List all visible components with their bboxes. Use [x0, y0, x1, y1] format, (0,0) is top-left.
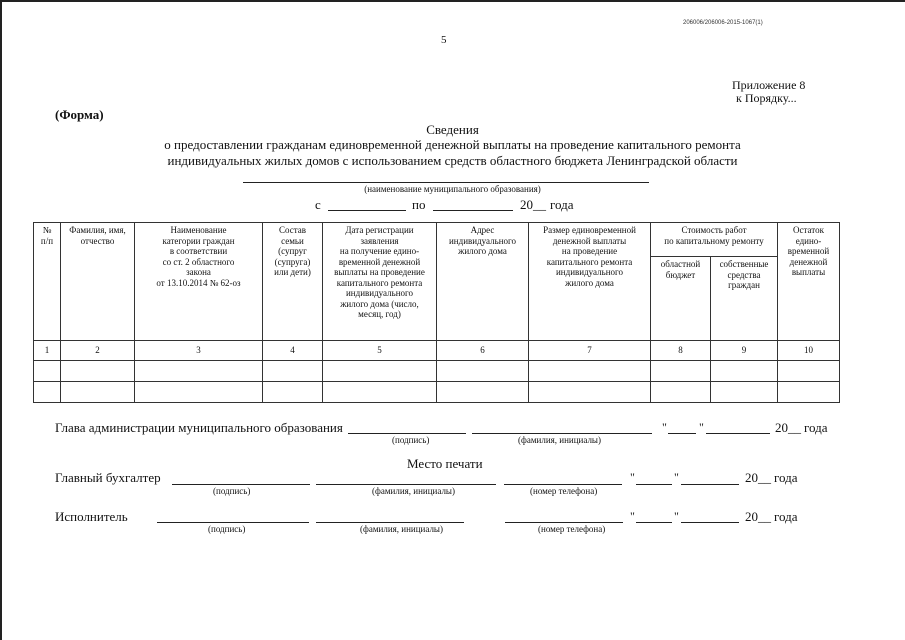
header-cell-text: Размер единовременной денежной выплаты на проведение капитального ремонта индивидуального жилого дома	[543, 225, 636, 288]
stamp-label: Место печати	[407, 456, 483, 471]
document-id: 206006/206006-2015-1067(1)	[683, 20, 763, 26]
accountant-phone-caption: (номер телефона)	[530, 486, 598, 496]
column-number: 8	[651, 341, 711, 361]
municipality-caption: (наименование муниципального образования)	[364, 184, 541, 194]
column-number: 6	[437, 341, 529, 361]
head-date-quote-open: "	[662, 420, 667, 434]
executor-signature-line	[157, 522, 309, 523]
period-year: 20__	[520, 197, 546, 212]
executor-label: Исполнитель	[55, 509, 128, 524]
subheader-cell-regional-budget	[651, 257, 711, 341]
head-date-quote-close: "	[699, 420, 704, 434]
header-cell-text: Наименование категории граждан в соответствии со ст. 2 областного закона от 13.10.2014 № 62-оз	[156, 225, 241, 288]
header-cell-text: Дата регистрации заявления на получение едино- временной денежной выплаты на проведение капитального ремонта индивидуального жилого дома (число, месяц, год)	[334, 225, 425, 319]
title-line-2: о предоставлении гражданам единовременной денежной выплаты на проведение капитального ремонта	[164, 137, 741, 152]
table-row	[34, 361, 840, 382]
table-cell	[34, 361, 61, 382]
payments-table	[33, 222, 840, 403]
column-number: 7	[529, 341, 651, 361]
accountant-date-quote-open: "	[630, 470, 635, 484]
period-year-word: года	[550, 197, 574, 212]
accountant-label: Главный бухгалтер	[55, 470, 161, 485]
executor-phone-line	[505, 522, 623, 523]
accountant-signature-line	[172, 484, 310, 485]
accountant-date-year-word: года	[774, 470, 798, 485]
executor-date-year-word: года	[774, 509, 798, 524]
header-cell-text: Адрес индивидуального жилого дома	[448, 225, 516, 256]
header-cell-payment-size	[529, 223, 651, 341]
form-label: (Форма)	[55, 107, 104, 122]
table-cell	[135, 361, 263, 382]
header-cell-name	[61, 223, 135, 341]
head-signature-caption: (подпись)	[392, 435, 430, 445]
header-cell-text: Фамилия, имя, отчество	[69, 225, 126, 246]
table-cell	[437, 361, 529, 382]
table-cell	[263, 361, 323, 382]
executor-date-day-line	[636, 522, 672, 523]
column-number: 3	[135, 341, 263, 361]
head-signature-line	[348, 433, 466, 434]
head-date-year: 20__	[775, 420, 801, 435]
column-number: 4	[263, 341, 323, 361]
accountant-date-quote-close: "	[674, 470, 679, 484]
column-number: 5	[323, 341, 437, 361]
table-header-row	[34, 223, 840, 257]
header-cell-registration-date	[323, 223, 437, 341]
municipality-line	[243, 182, 649, 183]
header-cell-remainder	[778, 223, 840, 341]
header-cell-text: Остаток едино- временной денежной выплаты	[787, 225, 830, 277]
table-cell	[711, 361, 778, 382]
period-from-label: с	[315, 197, 321, 212]
executor-phone-caption: (номер телефона)	[538, 524, 606, 534]
subheader-cell-text: областной бюджет	[660, 259, 701, 280]
accountant-date-year: 20__	[745, 470, 771, 485]
head-date-day-line	[668, 433, 696, 434]
table-cell	[323, 361, 437, 382]
executor-date-quote-open: "	[630, 509, 635, 523]
header-cell-address	[437, 223, 529, 341]
subheader-cell-text: собственные средства граждан	[719, 259, 769, 290]
accountant-name-caption: (фамилия, инициалы)	[372, 486, 455, 496]
accountant-date-day-line	[636, 484, 672, 485]
header-cell-number	[34, 223, 61, 341]
title-line-1: Сведения	[426, 122, 479, 137]
table-cell	[778, 382, 840, 403]
header-cell-text: Состав семьи (супруг (супруга) или дети)	[274, 225, 311, 277]
head-label: Глава администрации муниципального образования	[55, 420, 343, 435]
table-cell	[529, 382, 651, 403]
accountant-signature-caption: (подпись)	[213, 486, 251, 496]
head-date-month-line	[706, 433, 770, 434]
table-row	[34, 382, 840, 403]
executor-date-quote-close: "	[674, 509, 679, 523]
table-cell	[778, 361, 840, 382]
period-to-line	[433, 210, 513, 211]
column-number: 10	[778, 341, 840, 361]
table-cell	[263, 382, 323, 403]
header-cell-text: Стоимость работ по капитальному ремонту	[664, 225, 764, 246]
header-cell-category	[135, 223, 263, 341]
head-name-line	[472, 433, 652, 434]
table-cell	[61, 361, 135, 382]
table-cell	[437, 382, 529, 403]
appendix-line-1: Приложение 8	[732, 78, 806, 92]
scan-left-edge	[0, 0, 2, 640]
executor-date-year: 20__	[745, 509, 771, 524]
head-name-caption: (фамилия, инициалы)	[518, 435, 601, 445]
subheader-cell-own-funds	[711, 257, 778, 341]
header-cell-family	[263, 223, 323, 341]
accountant-phone-line	[504, 484, 622, 485]
table-cell	[529, 361, 651, 382]
appendix-line-2: к Порядку...	[736, 91, 797, 105]
table-cell	[61, 382, 135, 403]
column-number: 2	[61, 341, 135, 361]
table-cell	[711, 382, 778, 403]
period-from-line	[328, 210, 406, 211]
period-to-label: по	[412, 197, 426, 212]
executor-name-line	[316, 522, 464, 523]
table-cell	[651, 382, 711, 403]
column-number: 9	[711, 341, 778, 361]
executor-signature-caption: (подпись)	[208, 524, 246, 534]
table-cell	[323, 382, 437, 403]
table-cell	[651, 361, 711, 382]
header-cell-repair-cost	[651, 223, 778, 257]
accountant-date-month-line	[681, 484, 739, 485]
header-cell-text: № п/п	[40, 225, 54, 246]
table-cell	[34, 382, 61, 403]
accountant-name-line	[316, 484, 496, 485]
executor-date-month-line	[681, 522, 739, 523]
executor-name-caption: (фамилия, инициалы)	[360, 524, 443, 534]
column-number-row	[34, 341, 840, 361]
page-number: 5	[441, 34, 447, 46]
column-number: 1	[34, 341, 61, 361]
table-cell	[135, 382, 263, 403]
scan-top-edge	[0, 0, 905, 2]
head-date-year-word: года	[804, 420, 828, 435]
title-line-3: индивидуальных жилых домов с использованием средств областного бюджета Ленинградской области	[167, 153, 738, 168]
